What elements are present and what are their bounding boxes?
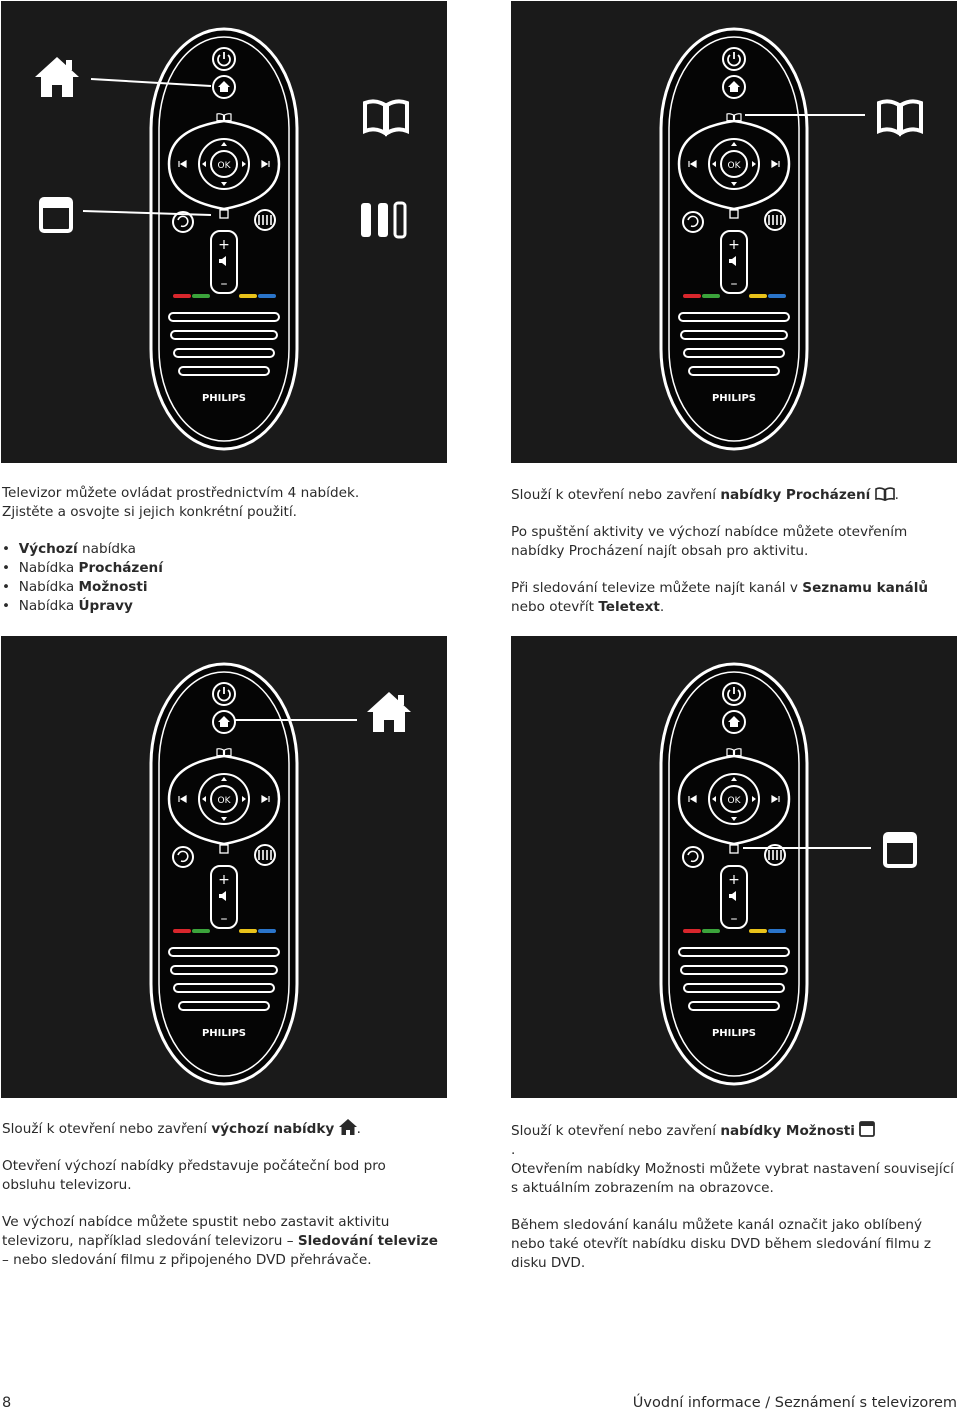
remote-control xyxy=(151,664,297,1084)
brand-logo: PHILIPS xyxy=(711,1028,757,1039)
book-icon xyxy=(875,487,895,501)
green-button xyxy=(192,294,210,298)
brand-logo: PHILIPS xyxy=(201,1028,247,1039)
book-icon-large xyxy=(879,101,921,133)
remote-panel-browse xyxy=(511,1,957,463)
intro-line-1: Televizor můžete ovládat prostřednictvím 4 nabídek. xyxy=(2,485,360,501)
blue-button xyxy=(258,929,276,933)
section-title: Úvodní informace / Seznámení s televizorem xyxy=(632,1395,957,1411)
remote-control xyxy=(151,29,297,449)
browse-paragraph-1: Slouží k otevření nebo zavření nabídky Procházení . xyxy=(511,487,899,503)
volume-plus: + xyxy=(218,872,230,888)
red-button xyxy=(173,294,191,298)
home-paragraph-2: Otevření výchozí nabídky představuje počáteční bod pro obsluhu televizoru. xyxy=(2,1158,386,1193)
blue-button xyxy=(768,294,786,298)
volume-minus: – xyxy=(220,276,228,292)
list-item: • Nabídka Úpravy xyxy=(2,598,133,614)
adjust-button xyxy=(255,210,275,230)
options-paragraph-2: Otevřením nabídky Možnosti můžete vybrat nastavení související s aktuálním zobrazením na obrazovce. xyxy=(511,1161,954,1196)
yellow-button xyxy=(239,929,257,933)
green-button xyxy=(702,929,720,933)
blue-button xyxy=(258,294,276,298)
home-paragraph-3: Ve výchozí nabídce můžete spustit nebo zastavit aktivitu televizoru, například sledování televizoru – Sledování televize – nebo sledování filmu z připojeného DVD přehrávače. xyxy=(2,1214,438,1268)
blue-button xyxy=(768,929,786,933)
options-text xyxy=(511,1121,956,1291)
home-paragraph-1: Slouží k otevření nebo zavření výchozí nabídky . xyxy=(2,1121,361,1137)
browse-text xyxy=(511,486,951,635)
yellow-button xyxy=(749,929,767,933)
list-item: • Výchozí nabídka xyxy=(2,541,136,557)
home-icon-large xyxy=(367,692,411,732)
options-icon-large xyxy=(885,834,915,866)
browse-paragraph-3: Při sledování televize můžete najít kanál v Seznamu kanálů nebo otevřít Teletext. xyxy=(511,580,929,615)
volume-minus: – xyxy=(730,911,738,927)
home-icon xyxy=(339,1119,357,1135)
home-text xyxy=(2,1119,442,1288)
volume-minus: – xyxy=(220,911,228,927)
options-icon-large xyxy=(41,199,71,231)
green-button xyxy=(192,929,210,933)
ok-label: OK xyxy=(727,161,741,171)
volume-plus: + xyxy=(218,237,230,253)
red-button xyxy=(683,929,701,933)
volume-plus: + xyxy=(728,237,740,253)
list-item: • Nabídka Možnosti xyxy=(2,579,148,595)
options-dot: . xyxy=(511,1142,516,1158)
browse-paragraph-2: Po spuštění aktivity ve výchozí nabídce můžete otevřením nabídky Procházení najít obsah pro aktivitu. xyxy=(511,524,908,559)
brand-logo: PHILIPS xyxy=(201,393,247,404)
adjust-icon-large xyxy=(361,203,405,237)
green-button xyxy=(702,294,720,298)
back-button xyxy=(683,212,703,232)
volume-plus: + xyxy=(728,872,740,888)
intro-line-2: Zjistěte a osvojte si jejich konkrétní použití. xyxy=(2,504,297,520)
ok-label: OK xyxy=(217,161,231,171)
volume-minus: – xyxy=(730,276,738,292)
menu-list xyxy=(2,540,442,616)
remote-panel-overview xyxy=(1,1,447,463)
red-button xyxy=(683,294,701,298)
remote-control xyxy=(661,29,807,449)
yellow-button xyxy=(239,294,257,298)
book-icon-large xyxy=(365,101,407,133)
page-number: 8 xyxy=(2,1395,12,1411)
options-paragraph-3: Během sledování kanálu můžete kanál označit jako oblíbený nebo také otevřít nabídku disku DVD během sledování filmu z disku DVD. xyxy=(511,1217,932,1271)
back-button xyxy=(173,847,193,867)
intro-text xyxy=(2,484,442,616)
home-icon-large xyxy=(35,57,79,97)
options-icon xyxy=(859,1121,875,1137)
brand-logo: PHILIPS xyxy=(711,393,757,404)
remote-control xyxy=(661,664,807,1084)
list-item: • Nabídka Procházení xyxy=(2,560,163,576)
remote-panel-home xyxy=(1,636,447,1098)
yellow-button xyxy=(749,294,767,298)
adjust-button xyxy=(255,845,275,865)
options-paragraph-1: Slouží k otevření nebo zavření nabídky Možnosti xyxy=(511,1121,956,1141)
remote-panel-options xyxy=(511,636,957,1098)
ok-label: OK xyxy=(727,796,741,806)
back-button xyxy=(683,847,703,867)
ok-label: OK xyxy=(217,796,231,806)
adjust-button xyxy=(765,210,785,230)
red-button xyxy=(173,929,191,933)
